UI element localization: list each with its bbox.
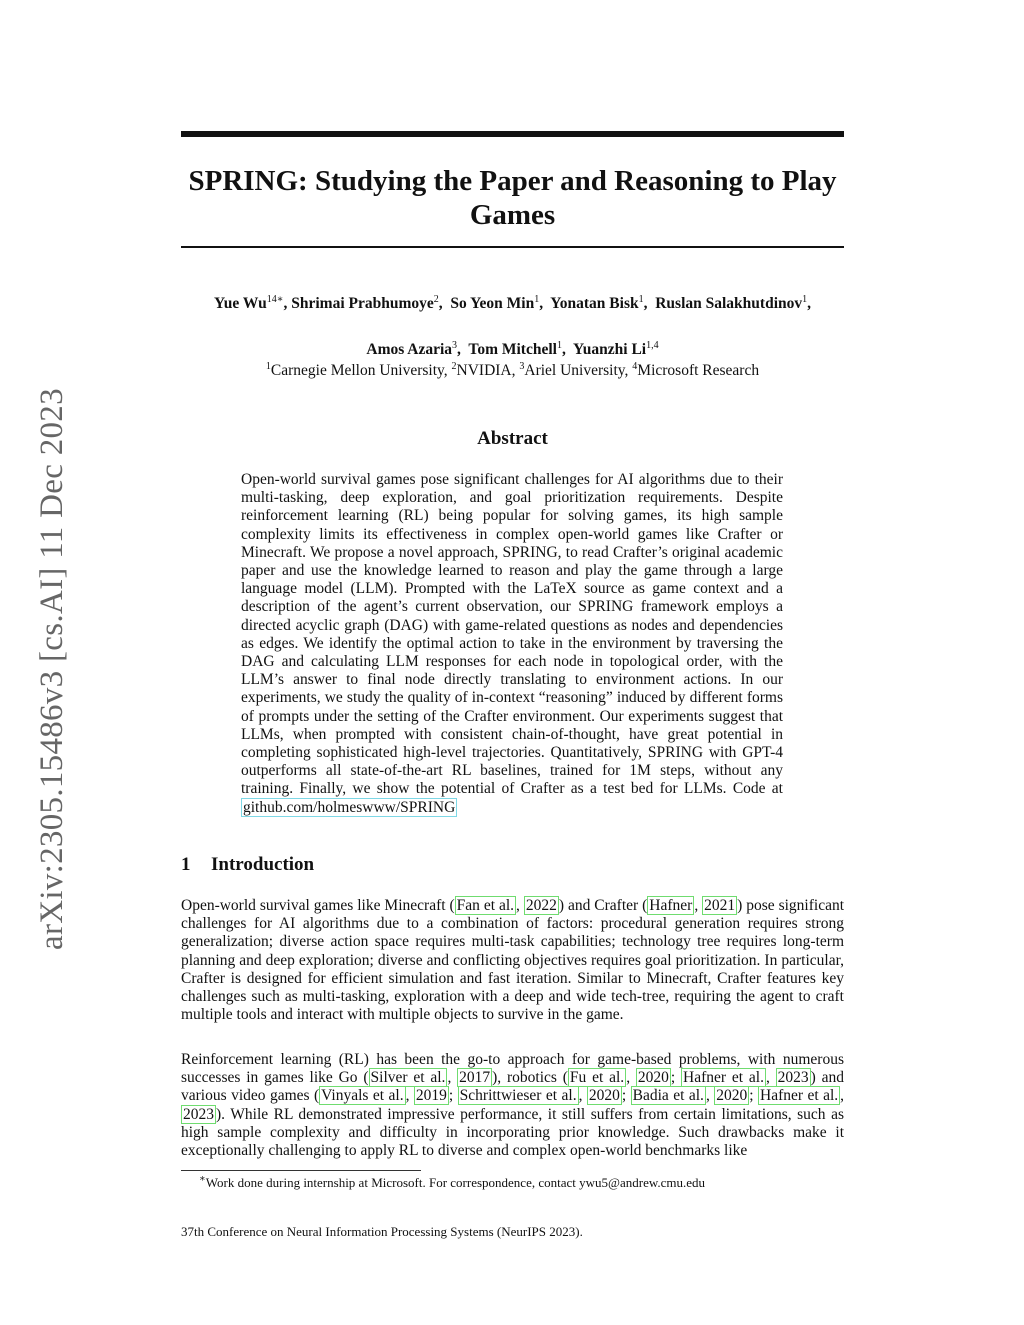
author-separator: , bbox=[807, 295, 812, 312]
conference-note: 37th Conference on Neural Information Processing Systems (NeurIPS 2023). bbox=[181, 1224, 583, 1239]
authors-line-1 bbox=[181, 295, 844, 313]
footnote-text: Work done during internship at Microsoft. For correspondence, contact ywu5@andrew.cmu.edu bbox=[205, 1175, 706, 1190]
author-affiliation-mark: 2 bbox=[433, 293, 439, 305]
paragraph-text: , bbox=[516, 897, 524, 914]
affiliation-mark: 4 bbox=[632, 360, 638, 372]
paragraph-text: ; bbox=[621, 1087, 631, 1105]
paragraph-text: , bbox=[840, 1087, 845, 1105]
paragraph-text: , bbox=[447, 1069, 458, 1087]
paragraph-text: , bbox=[694, 897, 703, 914]
paragraph-text: ). While RL demonstrated impressive performance, it still suffers from certain limitations, such as high sample complexity and difficulty in incorporating prior knowledge. Such drawbacks make it exceptionally challenging to apply RL to diverse and complex open-world benchmarks like bbox=[181, 1105, 844, 1160]
author-affiliation-mark: 1 bbox=[638, 293, 644, 305]
citation-link[interactable]: 2023 bbox=[183, 1105, 214, 1123]
author-separator: , bbox=[457, 341, 469, 358]
author-separator: , bbox=[438, 295, 451, 312]
paragraph-text: ; bbox=[749, 1087, 759, 1105]
author-affiliation-mark: 3 bbox=[452, 339, 458, 351]
paragraph-text: , bbox=[765, 1069, 776, 1087]
author-separator: , bbox=[643, 295, 656, 312]
paper-title: SPRING: Studying the Paper and Reasoning to Play Games bbox=[188, 165, 837, 231]
intro-paragraph-2 bbox=[181, 1051, 844, 1160]
section-title: Introduction bbox=[211, 854, 315, 875]
citation-link[interactable]: 2020 bbox=[716, 1087, 748, 1105]
author-name: Amos Azaria bbox=[366, 341, 453, 358]
paragraph-text: , bbox=[405, 1087, 414, 1105]
citation-link[interactable]: 2017 bbox=[459, 1069, 491, 1087]
title-bottom-rule bbox=[181, 246, 844, 248]
affiliation-mark: 3 bbox=[519, 360, 525, 372]
intro-paragraph-1 bbox=[181, 897, 844, 1024]
paragraph-text: , bbox=[705, 1087, 715, 1105]
author-affiliation-mark: 1 bbox=[534, 293, 540, 305]
paragraph-text: ; bbox=[448, 1087, 458, 1105]
author-name: Yue Wu bbox=[213, 295, 267, 312]
abstract-heading: Abstract bbox=[477, 428, 548, 449]
citation-link[interactable]: 2020 bbox=[588, 1087, 620, 1105]
paragraph-text: , bbox=[578, 1087, 587, 1105]
citation-link[interactable]: Hafner bbox=[649, 897, 693, 914]
paragraph-text: ) and Crafter ( bbox=[558, 897, 648, 914]
abstract-text: Open-world survival games pose significant challenges for AI algorithms due to their multi-tasking, deep exploration, and goal prioritization requirements. Despite reinforcement learning (RL) being popular for solving games, its high sample complexity limits its effectiveness in complex open-world games like Crafter or Minecraft. We propose a novel approach, SPRING, to read Crafter’s original academic paper and use the knowledge learned to reason and play the game through a large language model (LLM). Prompted with the LaTeX source as game context and a description of the agent’s current observation, our SPRING framework employs a directed acyclic graph (DAG) with game-related questions as nodes and dependencies as edges. We identify the optimal action to take in the environment by traversing the DAG and calculating LLM responses for each node in topological order, with the LLM’s answer to final node directly translating to environment actions. In our experiments, we study the quality of in-context “reasoning” induced by different forms of prompts under the setting of the Crafter environment. Our experiments suggest that LLMs, when prompted with consistent chain-of-thought, have great potential in completing sophisticated high-level trajectories. Quantitatively, SPRING with GPT-4 outperforms all state-of-the-art RL baselines, trained for 1M steps, without any training. Finally, we show the potential of Crafter as a test bed for LLMs. Code at bbox=[241, 471, 783, 798]
author-affiliation-mark: 14∗ bbox=[266, 293, 284, 305]
paragraph-text: ) and various video games ( bbox=[181, 1069, 845, 1105]
citation-link[interactable]: Hafner et al. bbox=[760, 1087, 839, 1105]
footnote-rule bbox=[181, 1170, 421, 1171]
section-number: 1 bbox=[181, 854, 191, 875]
code-link[interactable]: github.com/holmeswww/SPRING bbox=[243, 798, 456, 816]
affiliations bbox=[181, 362, 844, 380]
author-separator: , bbox=[561, 341, 574, 358]
affiliation-name: Carnegie Mellon University, bbox=[270, 362, 452, 379]
citation-link[interactable]: 2019 bbox=[415, 1087, 447, 1105]
author-affiliation-mark: 1 bbox=[556, 339, 562, 351]
author-name: Shrimai Prabhumoye bbox=[291, 295, 434, 312]
affiliation-name: Microsoft Research bbox=[637, 362, 760, 379]
affiliation-mark: 1 bbox=[265, 360, 271, 372]
paragraph-text: ; bbox=[670, 1069, 682, 1087]
author-name: So Yeon Min bbox=[450, 295, 535, 312]
citation-link[interactable]: Hafner et al. bbox=[683, 1069, 764, 1087]
citation-link[interactable]: 2021 bbox=[704, 897, 736, 914]
citation-link[interactable]: 2020 bbox=[637, 1069, 669, 1087]
citation-link[interactable]: Fu et al. bbox=[569, 1069, 625, 1087]
paragraph-text: ), robotics ( bbox=[492, 1069, 568, 1087]
paragraph-text: ) pose significant challenges for AI algorithms due to a combination of factors: procedural generation requires strong generalization; diverse action space requires multi-task capabilities; technology tree requires long-term planning and deep exploration; diverse and conflicting objectives requires goal prioritization. In particular, Crafter is designed for efficient simulation and fast iteration. Similar to Minecraft, Crafter features key challenges such as multi-tasking, exploration with a deep and wide tech-tree, requiring the agent to craft multiple tools and interact with multiple objects to survive in the game. bbox=[181, 897, 845, 1024]
paragraph-text: Open-world survival games like Minecraft ( bbox=[181, 897, 455, 914]
author-name: Ruslan Salakhutdinov bbox=[655, 295, 803, 312]
citation-link[interactable]: Schrittwieser et al. bbox=[459, 1087, 577, 1105]
citation-link[interactable]: Vinyals et al. bbox=[321, 1087, 404, 1105]
affiliation-name: Ariel University, bbox=[524, 362, 633, 379]
citation-link[interactable]: 2022 bbox=[525, 897, 557, 914]
affiliation-mark: 2 bbox=[451, 360, 457, 372]
author-separator: , bbox=[539, 295, 551, 312]
citation-link[interactable]: Silver et al. bbox=[370, 1069, 446, 1087]
author-affiliation-mark: 1,4 bbox=[646, 339, 659, 351]
citation-link[interactable]: Fan et al. bbox=[456, 897, 515, 914]
title-top-rule bbox=[181, 131, 844, 137]
author-name: Yonatan Bisk bbox=[550, 295, 639, 312]
citation-link[interactable]: Badia et al. bbox=[632, 1087, 704, 1105]
citation-link[interactable]: 2023 bbox=[777, 1069, 809, 1087]
authors-line-2 bbox=[181, 341, 844, 359]
affiliation-name: NVIDIA, bbox=[456, 362, 520, 379]
abstract-body bbox=[241, 471, 783, 817]
paragraph-text: , bbox=[626, 1069, 636, 1087]
footnote-mark: ∗ bbox=[199, 1173, 206, 1185]
author-separator: , bbox=[283, 295, 292, 312]
paragraph-text: Reinforcement learning (RL) has been the go-to approach for game-based problems, with numerous successes in games like Go ( bbox=[181, 1051, 844, 1087]
author-name: Tom Mitchell bbox=[468, 341, 557, 358]
section-heading-introduction bbox=[181, 854, 314, 876]
author-name: Yuanzhi Li bbox=[573, 341, 647, 358]
author-affiliation-mark: 1 bbox=[802, 293, 808, 305]
arxiv-stamp: arXiv:2305.15486v3 [cs.AI] 11 Dec 2023 bbox=[34, 388, 70, 950]
footnote bbox=[199, 1175, 705, 1191]
